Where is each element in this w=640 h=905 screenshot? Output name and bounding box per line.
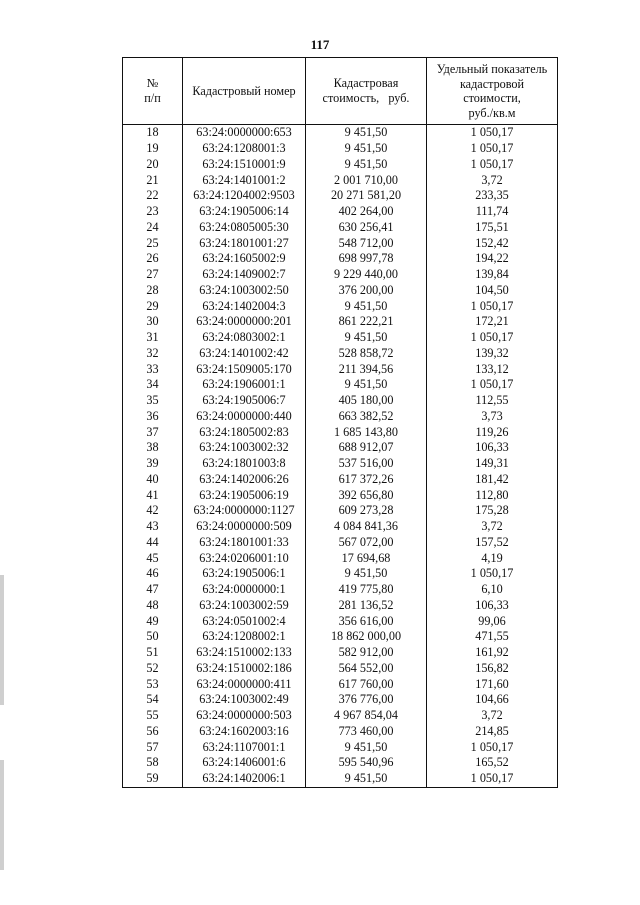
- cadastral-value-cell: 548 712,00: [306, 235, 427, 251]
- table-row: [123, 298, 558, 314]
- cadastral-number-cell: 63:24:1509005:170: [183, 361, 306, 377]
- row-number-cell: 24: [123, 220, 183, 236]
- cadastral-number-cell: 63:24:1805002:83: [183, 424, 306, 440]
- table-row: [123, 472, 558, 488]
- table-row: [123, 598, 558, 614]
- specific-value-cell: 1 050,17: [427, 125, 558, 141]
- row-number-cell: 53: [123, 676, 183, 692]
- cadastral-value-cell: 567 072,00: [306, 535, 427, 551]
- table-row: [123, 724, 558, 740]
- row-number-cell: 28: [123, 283, 183, 299]
- header-cadastral-number: [183, 58, 306, 125]
- specific-value-cell: 194,22: [427, 251, 558, 267]
- specific-value-cell: 139,84: [427, 267, 558, 283]
- cadastral-value-cell: 356 616,00: [306, 613, 427, 629]
- cadastral-number-cell: 63:24:1602003:16: [183, 724, 306, 740]
- row-number-cell: 45: [123, 550, 183, 566]
- cadastral-value-cell: 564 552,00: [306, 661, 427, 677]
- cadastral-number-cell: 63:24:0000000:411: [183, 676, 306, 692]
- cadastral-number-cell: 63:24:0803002:1: [183, 330, 306, 346]
- cadastral-number-cell: 63:24:1402004:3: [183, 298, 306, 314]
- table-row: [123, 661, 558, 677]
- cadastral-value-cell: 617 372,26: [306, 472, 427, 488]
- table-row: [123, 267, 558, 283]
- row-number-cell: 34: [123, 377, 183, 393]
- table-row: [123, 755, 558, 771]
- header-value-line1: Кадастровая: [333, 76, 399, 90]
- row-number-cell: 51: [123, 645, 183, 661]
- specific-value-cell: 175,28: [427, 503, 558, 519]
- table-row: [123, 377, 558, 393]
- specific-value-cell: 175,51: [427, 220, 558, 236]
- scan-edge-mark: [0, 575, 4, 705]
- row-number-cell: 52: [123, 661, 183, 677]
- table-row: [123, 361, 558, 377]
- cadastral-number-cell: 63:24:1409002:7: [183, 267, 306, 283]
- row-number-cell: 25: [123, 235, 183, 251]
- cadastral-number-cell: 63:24:1107001:1: [183, 739, 306, 755]
- cadastral-value-cell: 688 912,07: [306, 440, 427, 456]
- specific-value-cell: 1 050,17: [427, 298, 558, 314]
- row-number-cell: 41: [123, 487, 183, 503]
- row-number-cell: 40: [123, 472, 183, 488]
- row-number-cell: 26: [123, 251, 183, 267]
- cadastral-value-cell: 9 451,50: [306, 125, 427, 141]
- row-number-cell: 29: [123, 298, 183, 314]
- cadastral-value-cell: 281 136,52: [306, 598, 427, 614]
- table-row: [123, 235, 558, 251]
- specific-value-cell: 1 050,17: [427, 739, 558, 755]
- row-number-cell: 50: [123, 629, 183, 645]
- cadastral-value-cell: 861 222,21: [306, 314, 427, 330]
- specific-value-cell: 3,73: [427, 409, 558, 425]
- cadastral-number-cell: 63:24:0000000:440: [183, 409, 306, 425]
- table-row: [123, 535, 558, 551]
- row-number-cell: 36: [123, 409, 183, 425]
- cadastral-number-cell: 63:24:0000000:1127: [183, 503, 306, 519]
- specific-value-cell: 119,26: [427, 424, 558, 440]
- cadastral-number-cell: 63:24:1906001:1: [183, 377, 306, 393]
- cadastral-value-cell: 663 382,52: [306, 409, 427, 425]
- specific-value-cell: 214,85: [427, 724, 558, 740]
- cadastral-number-cell: 63:24:1905006:19: [183, 487, 306, 503]
- row-number-cell: 43: [123, 519, 183, 535]
- cadastral-number-cell: 63:24:1510001:9: [183, 157, 306, 173]
- cadastral-value-cell: 17 694,68: [306, 550, 427, 566]
- cadastral-number-cell: 63:24:0805005:30: [183, 220, 306, 236]
- cadastral-number-cell: 63:24:1003002:49: [183, 692, 306, 708]
- table-row: [123, 739, 558, 755]
- row-number-cell: 21: [123, 172, 183, 188]
- cadastral-value-cell: 2 001 710,00: [306, 172, 427, 188]
- cadastral-number-cell: 63:24:0000000:653: [183, 125, 306, 141]
- table-row: [123, 314, 558, 330]
- cadastral-value-cell: 9 451,50: [306, 566, 427, 582]
- specific-value-cell: 172,21: [427, 314, 558, 330]
- specific-value-cell: 149,31: [427, 456, 558, 472]
- cadastral-value-cell: 376 776,00: [306, 692, 427, 708]
- row-number-cell: 30: [123, 314, 183, 330]
- table-row: [123, 157, 558, 173]
- specific-value-cell: 233,35: [427, 188, 558, 204]
- table-row: [123, 125, 558, 141]
- table-row: [123, 676, 558, 692]
- specific-value-cell: 1 050,17: [427, 157, 558, 173]
- cadastral-number-cell: 63:24:1905006:1: [183, 566, 306, 582]
- header-specific-line3: стоимости,: [463, 91, 521, 105]
- cadastral-value-cell: 9 451,50: [306, 298, 427, 314]
- cadastral-value-cell: 582 912,00: [306, 645, 427, 661]
- cadastral-value-cell: 4 084 841,36: [306, 519, 427, 535]
- table-row: [123, 613, 558, 629]
- row-number-cell: 23: [123, 204, 183, 220]
- cadastral-value-cell: 9 451,50: [306, 157, 427, 173]
- cadastral-value-cell: 9 451,50: [306, 771, 427, 787]
- specific-value-cell: 1 050,17: [427, 377, 558, 393]
- cadastral-value-cell: 528 858,72: [306, 346, 427, 362]
- table-row: [123, 566, 558, 582]
- cadastral-number-cell: 63:24:1208002:1: [183, 629, 306, 645]
- table-row: [123, 708, 558, 724]
- table-row: [123, 251, 558, 267]
- specific-value-cell: 111,74: [427, 204, 558, 220]
- specific-value-cell: 99,06: [427, 613, 558, 629]
- table-row: [123, 519, 558, 535]
- header-cadastral-label: Кадастровый номер: [192, 83, 296, 98]
- row-number-cell: 58: [123, 755, 183, 771]
- cadastral-number-cell: 63:24:1402006:1: [183, 771, 306, 787]
- specific-value-cell: 161,92: [427, 645, 558, 661]
- cadastral-value-cell: 1 685 143,80: [306, 424, 427, 440]
- cadastral-value-cell: 617 760,00: [306, 676, 427, 692]
- cadastral-number-cell: 63:24:1402006:26: [183, 472, 306, 488]
- cadastral-number-cell: 63:24:1003002:50: [183, 283, 306, 299]
- table-row: [123, 424, 558, 440]
- cadastral-value-cell: 405 180,00: [306, 393, 427, 409]
- header-cadastral-value: [306, 58, 427, 125]
- specific-value-cell: 106,33: [427, 440, 558, 456]
- cadastral-value-cell: 630 256,41: [306, 220, 427, 236]
- table-row: [123, 330, 558, 346]
- header-specific-value: [427, 58, 558, 125]
- specific-value-cell: 1 050,17: [427, 771, 558, 787]
- row-number-cell: 46: [123, 566, 183, 582]
- table-row: [123, 204, 558, 220]
- cadastral-value-cell: 9 451,50: [306, 739, 427, 755]
- cadastral-number-cell: 63:24:1003002:32: [183, 440, 306, 456]
- row-number-cell: 27: [123, 267, 183, 283]
- specific-value-cell: 171,60: [427, 676, 558, 692]
- cadastral-number-cell: 63:24:0501002:4: [183, 613, 306, 629]
- specific-value-cell: 1 050,17: [427, 141, 558, 157]
- cadastral-value-cell: 537 516,00: [306, 456, 427, 472]
- cadastral-value-cell: 376 200,00: [306, 283, 427, 299]
- row-number-cell: 20: [123, 157, 183, 173]
- specific-value-cell: 471,55: [427, 629, 558, 645]
- cadastral-number-cell: 63:24:1801001:27: [183, 235, 306, 251]
- specific-value-cell: 156,82: [427, 661, 558, 677]
- row-number-cell: 49: [123, 613, 183, 629]
- table-body: [123, 125, 558, 788]
- row-number-cell: 54: [123, 692, 183, 708]
- specific-value-cell: 112,55: [427, 393, 558, 409]
- specific-value-cell: 1 050,17: [427, 566, 558, 582]
- table-row: [123, 141, 558, 157]
- table-row: [123, 456, 558, 472]
- specific-value-cell: 152,42: [427, 235, 558, 251]
- cadastral-number-cell: 63:24:1801003:8: [183, 456, 306, 472]
- row-number-cell: 56: [123, 724, 183, 740]
- cadastral-number-cell: 63:24:1605002:9: [183, 251, 306, 267]
- specific-value-cell: 3,72: [427, 519, 558, 535]
- table-row: [123, 283, 558, 299]
- table-row: [123, 771, 558, 787]
- specific-value-cell: 112,80: [427, 487, 558, 503]
- cadastral-value-cell: 698 997,78: [306, 251, 427, 267]
- cadastral-number-cell: 63:24:1208001:3: [183, 141, 306, 157]
- row-number-cell: 38: [123, 440, 183, 456]
- row-number-cell: 55: [123, 708, 183, 724]
- cadastral-number-cell: 63:24:0000000:1: [183, 582, 306, 598]
- cadastral-number-cell: 63:24:1401002:42: [183, 346, 306, 362]
- cadastral-number-cell: 63:24:0000000:503: [183, 708, 306, 724]
- cadastral-number-cell: 63:24:1510002:133: [183, 645, 306, 661]
- table-row: [123, 172, 558, 188]
- specific-value-cell: 3,72: [427, 172, 558, 188]
- cadastral-number-cell: 63:24:0000000:509: [183, 519, 306, 535]
- row-number-cell: 57: [123, 739, 183, 755]
- table-row: [123, 188, 558, 204]
- cadastral-value-cell: 9 451,50: [306, 141, 427, 157]
- table-row: [123, 692, 558, 708]
- cadastral-value-cell: 402 264,00: [306, 204, 427, 220]
- row-number-cell: 37: [123, 424, 183, 440]
- cadastral-value-cell: 9 451,50: [306, 377, 427, 393]
- table-header: [123, 58, 558, 125]
- specific-value-cell: 157,52: [427, 535, 558, 551]
- row-number-cell: 18: [123, 125, 183, 141]
- table-row: [123, 645, 558, 661]
- specific-value-cell: 139,32: [427, 346, 558, 362]
- specific-value-cell: 181,42: [427, 472, 558, 488]
- header-specific-line4: руб./кв.м: [468, 105, 516, 120]
- cadastral-value-table: [122, 57, 558, 788]
- cadastral-number-cell: 63:24:1905006:14: [183, 204, 306, 220]
- specific-value-cell: 1 050,17: [427, 330, 558, 346]
- scan-edge-mark: [0, 760, 4, 870]
- cadastral-value-cell: 18 862 000,00: [306, 629, 427, 645]
- table-row: [123, 550, 558, 566]
- cadastral-value-cell: 9 451,50: [306, 330, 427, 346]
- row-number-cell: 35: [123, 393, 183, 409]
- cadastral-number-cell: 63:24:1801001:33: [183, 535, 306, 551]
- cadastral-value-cell: 4 967 854,04: [306, 708, 427, 724]
- table-row: [123, 409, 558, 425]
- row-number-cell: 44: [123, 535, 183, 551]
- cadastral-value-cell: 9 229 440,00: [306, 267, 427, 283]
- table-row: [123, 503, 558, 519]
- cadastral-number-cell: 63:24:1204002:9503: [183, 188, 306, 204]
- cadastral-number-cell: 63:24:1510002:186: [183, 661, 306, 677]
- cadastral-value-cell: 392 656,80: [306, 487, 427, 503]
- specific-value-cell: 104,66: [427, 692, 558, 708]
- cadastral-number-cell: 63:24:1406001:6: [183, 755, 306, 771]
- cadastral-number-cell: 63:24:1905006:7: [183, 393, 306, 409]
- table-row: [123, 220, 558, 236]
- cadastral-number-cell: 63:24:0000000:201: [183, 314, 306, 330]
- specific-value-cell: 106,33: [427, 598, 558, 614]
- row-number-cell: 59: [123, 771, 183, 787]
- specific-value-cell: 4,19: [427, 550, 558, 566]
- header-specific-line2: кадастровой: [459, 76, 525, 91]
- header-specific-line1: Удельный показатель: [436, 62, 548, 76]
- row-number-cell: 39: [123, 456, 183, 472]
- specific-value-cell: 6,10: [427, 582, 558, 598]
- table-row: [123, 440, 558, 456]
- cadastral-value-cell: 20 271 581,20: [306, 188, 427, 204]
- table-row: [123, 346, 558, 362]
- row-number-cell: 42: [123, 503, 183, 519]
- cadastral-number-cell: 63:24:1401001:2: [183, 172, 306, 188]
- table-row: [123, 629, 558, 645]
- cadastral-number-cell: 63:24:1003002:59: [183, 598, 306, 614]
- row-number-cell: 31: [123, 330, 183, 346]
- row-number-cell: 33: [123, 361, 183, 377]
- specific-value-cell: 133,12: [427, 361, 558, 377]
- row-number-cell: 32: [123, 346, 183, 362]
- header-number-line2: п/п: [144, 91, 161, 105]
- row-number-cell: 48: [123, 598, 183, 614]
- cadastral-value-cell: 609 273,28: [306, 503, 427, 519]
- specific-value-cell: 165,52: [427, 755, 558, 771]
- cadastral-value-cell: 773 460,00: [306, 724, 427, 740]
- header-row-number: [123, 58, 183, 125]
- cadastral-value-cell: 595 540,96: [306, 755, 427, 771]
- table-row: [123, 582, 558, 598]
- cadastral-number-cell: 63:24:0206001:10: [183, 550, 306, 566]
- table-row: [123, 487, 558, 503]
- row-number-cell: 22: [123, 188, 183, 204]
- row-number-cell: 47: [123, 582, 183, 598]
- specific-value-cell: 104,50: [427, 283, 558, 299]
- page-number: 117: [310, 37, 330, 52]
- cadastral-value-cell: 419 775,80: [306, 582, 427, 598]
- header-number-line1: №: [146, 76, 159, 90]
- specific-value-cell: 3,72: [427, 708, 558, 724]
- row-number-cell: 19: [123, 141, 183, 157]
- header-row: [123, 58, 558, 125]
- cadastral-value-cell: 211 394,56: [306, 361, 427, 377]
- table-row: [123, 393, 558, 409]
- header-value-line2: стоимость, руб.: [322, 91, 410, 105]
